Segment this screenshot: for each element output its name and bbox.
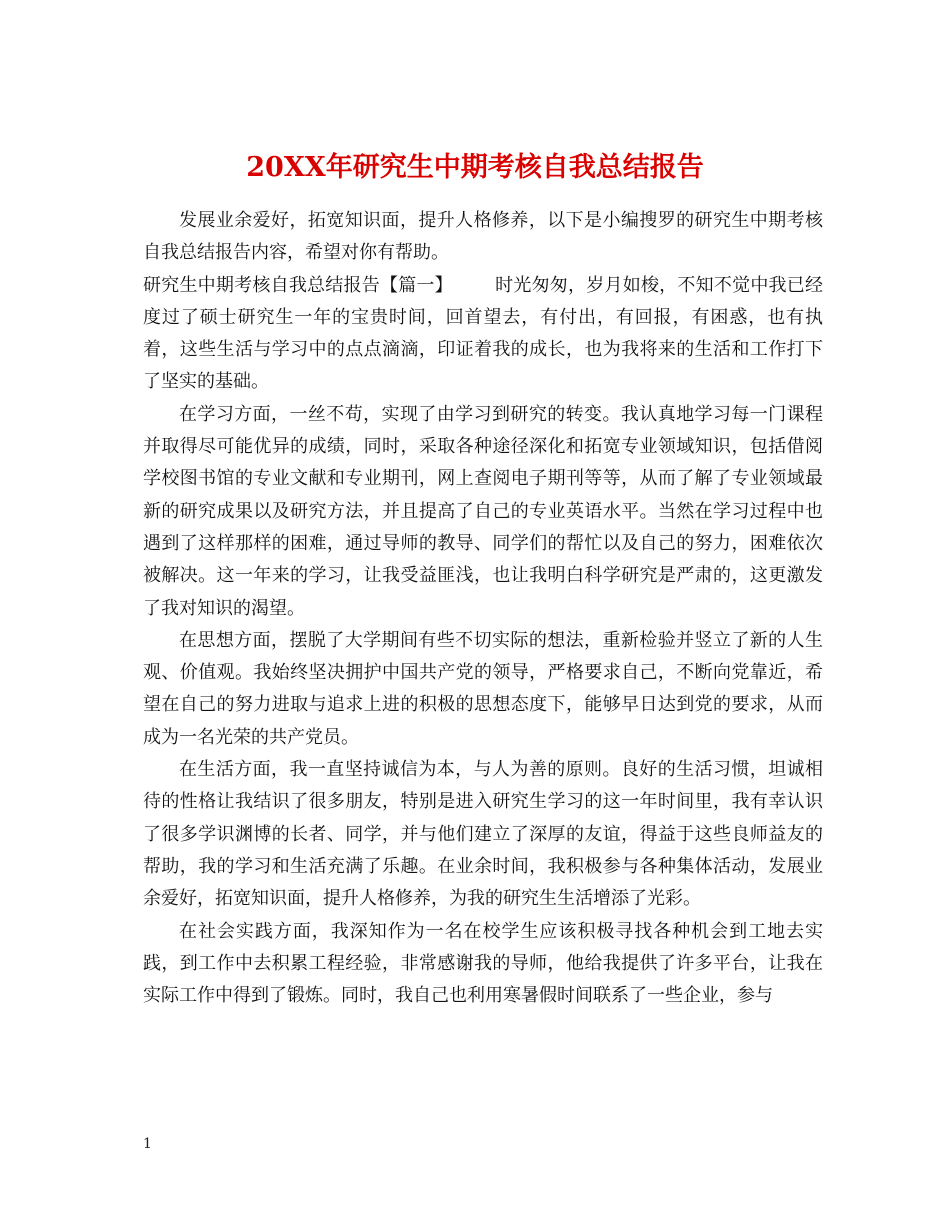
document-body [143,205,823,1012]
document-title: 20XX年研究生中期考核自我总结报告 [246,152,704,184]
page-number: 1 [143,1136,152,1152]
intro-paragraph: 发展业余爱好，拓宽知识面，提升人格修养，以下是小编搜罗的研究生中期考核自我总结报告内容，希望对你有帮助。 [143,210,823,264]
section-heading: 研究生中期考核自我总结报告【篇一】 [143,274,453,296]
body-paragraph-practice: 在社会实践方面，我深知作为一名在校学生应该积极寻找各种机会到工地去实践，到工作中去积累工程经验，非常感谢我的导师，他给我提供了许多平台，让我在实际工作中得到了锻炼。同时，我自己也利用寒暑假时间联系了一些企业，参与 [143,920,823,1007]
section-first-text: 时光匆匆，岁月如梭，不知不觉中我已经度过了硕士研究生一年的宝贵时间，回首望去，有付出，有回报，有困惑，也有执着，这些生活与学习中的点点滴滴，印证着我的成长，也为我将来的生活和工作打下了坚实的基础。 [143,274,824,393]
section-paragraph [143,270,823,399]
body-paragraph-life: 在生活方面，我一直坚持诚信为本，与人为善的原则。良好的生活习惯，坦诚相待的性格让我结识了很多朋友，特别是进入研究生学习的这一年时间里，我有幸认识了很多学识渊博的长者、同学，并与他们建立了深厚的友谊，得益于这些良师益友的帮助，我的学习和生活充满了乐趣。在业余时间，我积极参与各种集体活动，发展业余爱好，拓宽知识面，提升人格修养，为我的研究生生活增添了光彩。 [143,759,823,910]
body-paragraph-study: 在学习方面，一丝不苟，实现了由学习到研究的转变。我认真地学习每一门课程并取得尽可能优异的成绩，同时，采取各种途径深化和拓宽专业领域知识，包括借阅学校图书馆的专业文献和专业期刊，网上查阅电子期刊等等，从而了解了专业领域最新的研究成果以及研究方法，并且提高了自己的专业英语水平。当然在学习过程中也遇到了这样那样的困难，通过导师的教导、同学们的帮忙以及自己的努力，困难依次被解决。这一年来的学习，让我受益匪浅，也让我明白科学研究是严肃的，这更激发了我对知识的渴望。 [143,403,823,619]
body-paragraph-thought: 在思想方面，摆脱了大学期间有些不切实际的想法，重新检验并竖立了新的人生观、价值观。我始终坚决拥护中国共产党的领导，严格要求自己，不断向党靠近，希望在自己的努力进取与追求上进的积极的思想态度下，能够早日达到党的要求，从而成为一名光荣的共产党员。 [143,629,823,748]
